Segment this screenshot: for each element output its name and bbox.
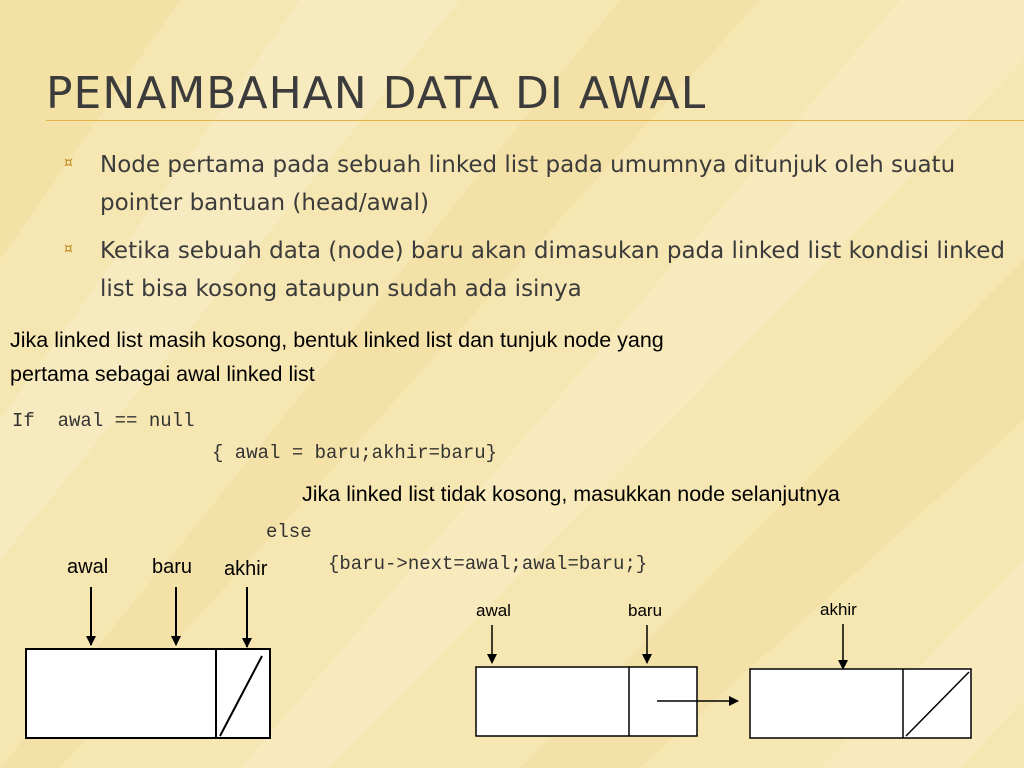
code-else: else (266, 521, 312, 543)
label-awal-left: awal (67, 556, 109, 578)
node-existing (750, 669, 971, 738)
code-if-body: { awal = baru;akhir=baru} (212, 442, 498, 464)
note-not-empty-list: Jika linked list tidak kosong, masukkan node selanjutnya (302, 482, 840, 506)
node-left (26, 649, 270, 738)
node-data-field (26, 649, 270, 738)
note-empty-list-line2: pertama sebagai awal linked list (10, 362, 315, 386)
bullet-marker-icon: ¤ (64, 241, 73, 257)
code-else-body: {baru->next=awal;awal=baru;} (328, 553, 648, 575)
bullet-marker-icon: ¤ (64, 155, 73, 171)
label-akhir-left: akhir (224, 558, 268, 580)
bullet-text: Node pertama pada sebuah linked list pada umumnya ditunjuk oleh suatu pointer bantuan (head/awal) (100, 152, 956, 216)
label-awal-right: awal (476, 601, 511, 620)
label-akhir-right: akhir (820, 600, 857, 619)
bullet-text: Ketika sebuah data (node) baru akan dimasukan pada linked list kondisi linked list bisa kosong ataupun sudah ada isinya (100, 238, 1005, 302)
code-if-condition: If awal == null (12, 410, 195, 432)
note-empty-list-line1: Jika linked list masih kosong, bentuk linked list dan tunjuk node yang (10, 328, 664, 352)
page-title: PENAMBAHAN DATA DI AWAL (46, 68, 707, 119)
label-baru-left: baru (152, 556, 193, 578)
label-baru-right: baru (628, 601, 663, 620)
